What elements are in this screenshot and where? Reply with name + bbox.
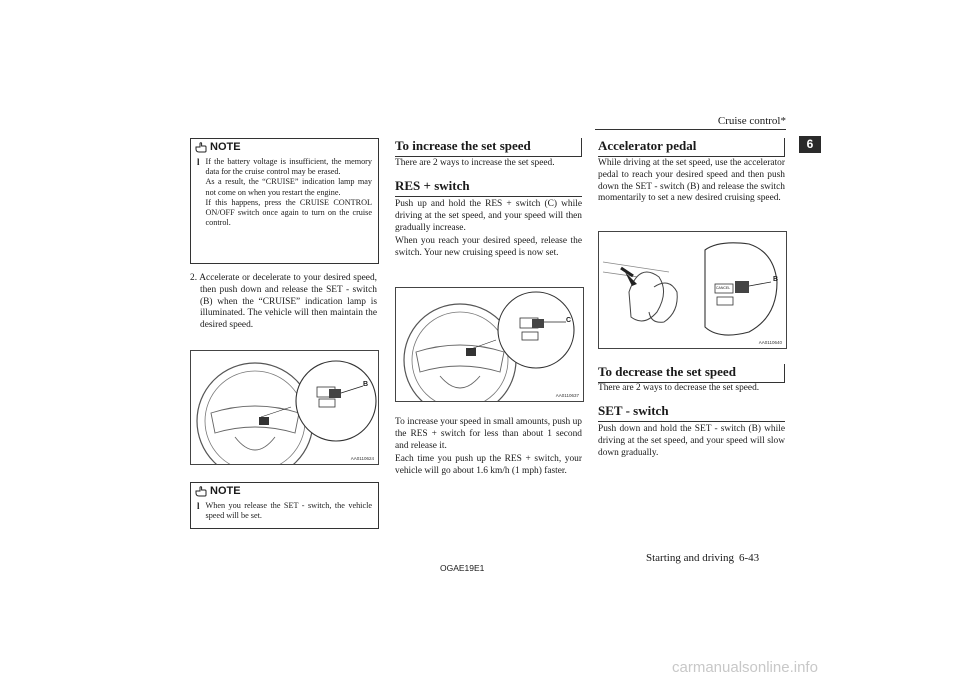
page-number: 6-43 [739,552,760,564]
note-text: As a result, the “CRUISE” indication lamp may not come on when you restart the engine. [205,177,372,197]
step-2-text: 2. Accelerate or decelerate to your desired speed, then push down and release the SET - switch (B) when the “CRUISE” indication lamp is illuminated. The vehicle will then maintain the desired speed. [190,273,377,331]
note-text: If the battery voltage is insufficient, the memory data for the cruise control may be erased. [205,157,372,177]
paragraph: Each time you push up the RES + switch, your vehicle will go about 1.6 km/h (1 mph) faster. [395,454,582,476]
heading-decrease-set-speed: To decrease the set speed [598,364,785,383]
heading-accelerator-pedal: Accelerator pedal [598,138,785,157]
paragraph: Push down and hold the SET - switch (B) while driving at the set speed, and your speed will slow down gradually. [598,424,785,458]
watermark: carmanualsonline.info [672,659,818,676]
subheading-set-switch: SET - switch [598,403,785,422]
hand-icon [195,142,207,153]
footer-section-name: Starting and driving [646,552,734,564]
steering-wheel-illustration [191,351,378,464]
note-label: NOTE [210,485,241,497]
intro-text: There are 2 ways to decrease the set speed. [598,383,760,393]
note-label: NOTE [210,141,241,153]
note-text: If this happens, press the CRUISE CONTROL ON/OFF switch once again to turn on the cruise control. [205,197,372,228]
note-text: When you release the SET - switch, the vehicle speed will be set. [205,501,372,521]
paragraph: To increase your speed in small amounts, push up the RES + switch for less than about 1 second and release it. [395,417,582,451]
note-bullet [197,157,372,228]
note-box-battery [190,138,379,264]
paragraph: Push up and hold the RES + switch (C) while driving at the set speed, and your speed will then gradually increase. [395,199,582,233]
figure-code: AA0110637 [555,393,579,398]
note-header [191,483,378,499]
heading-increase-set-speed: To increase the set speed [395,138,582,157]
chapter-tab: 6 [799,136,821,153]
subheading-res-switch: RES + switch [395,178,582,197]
steering-wheel-illustration [396,288,583,401]
callout-label-c: C [566,317,572,324]
hand-icon [195,486,207,497]
note-bullet [197,501,372,521]
pedal-illustration [599,232,786,348]
note-box-release [190,482,379,529]
paragraph: When you reach your desired speed, release the switch. Your new cruising speed is now set. [395,236,582,258]
document-code: OGAE19E1 [440,563,485,573]
intro-text: There are 2 ways to increase the set speed. [395,158,555,168]
figure-code: AA0110640 [758,340,782,345]
figure-accelerator-pedal [598,231,787,349]
note-header [191,139,378,155]
figure-steering-wheel-set [190,350,379,465]
figure-code: AA0110624 [350,456,374,461]
callout-label-b: B [773,276,779,283]
callout-label-b: B [363,381,369,388]
figure-steering-wheel-res [395,287,584,402]
paragraph: While driving at the set speed, use the accelerator pedal to reach your desired speed and then push down the SET - switch (B) and release the switch momentarily to set a new desired cruising speed. [598,158,785,204]
bullet-icon: l [197,157,200,167]
bullet-icon: l [197,501,200,511]
cancel-switch-label: CANCEL [716,286,731,290]
header-rule [595,129,786,130]
running-header-title: Cruise control* [717,115,786,127]
